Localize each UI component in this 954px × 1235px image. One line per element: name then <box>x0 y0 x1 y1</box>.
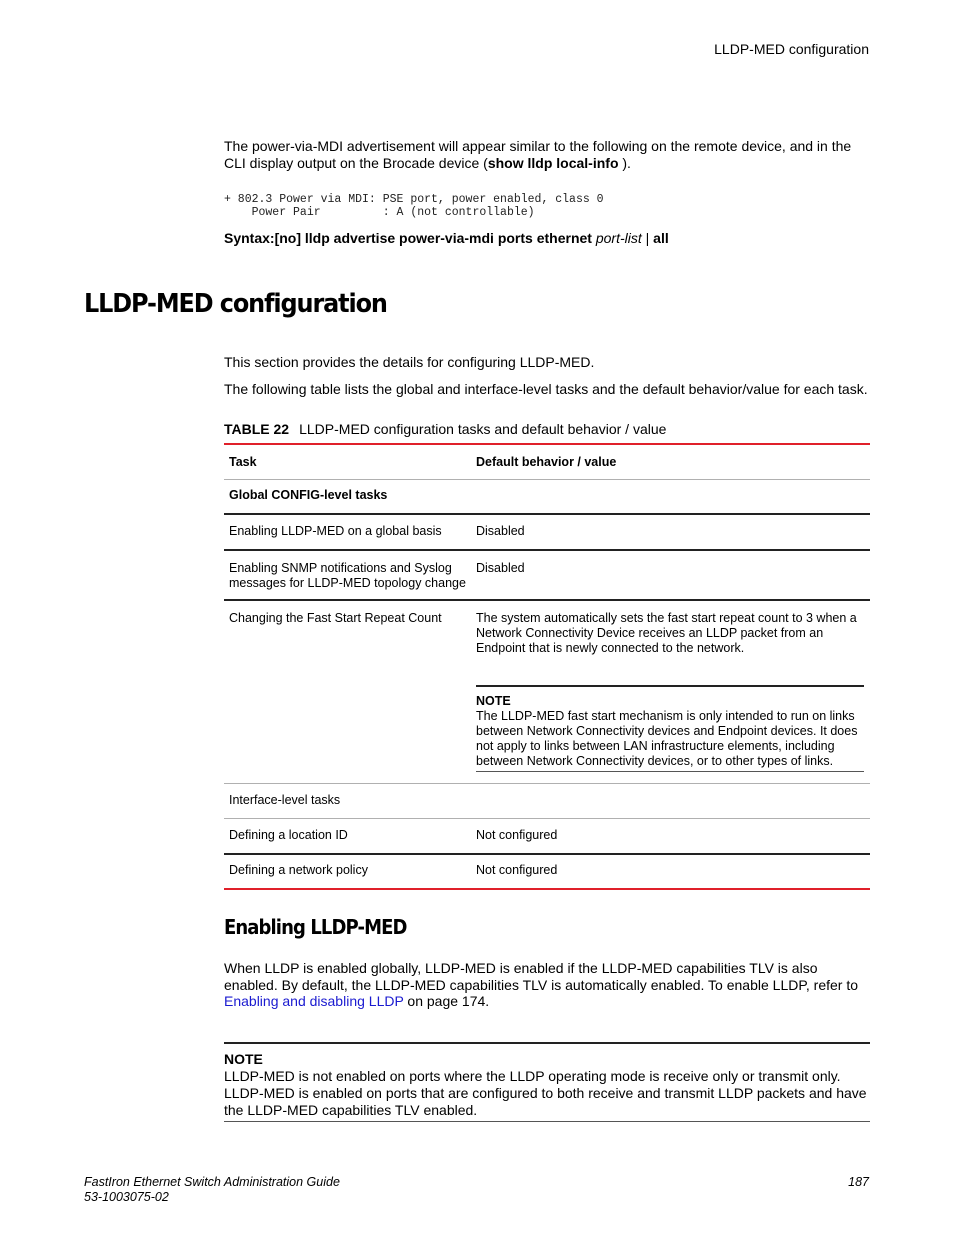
value-cell: Not configured <box>476 828 558 842</box>
enabling-paragraph <box>224 960 872 1010</box>
value-cell: Disabled <box>476 561 525 575</box>
table-caption-label: TABLE 22 <box>224 421 290 437</box>
value-cell: Disabled <box>476 524 525 538</box>
note-label: NOTE <box>476 694 511 708</box>
table-row <box>224 515 870 551</box>
enabling-text-end: on page 174. <box>403 993 490 1009</box>
syntax-separator: | <box>645 230 650 246</box>
task-cell: Enabling SNMP notifications and Syslog messages for LLDP-MED topology change <box>229 561 466 590</box>
task-cell: Changing the Fast Start Repeat Count <box>229 611 442 625</box>
group-label-global: Global CONFIG-level tasks <box>229 488 388 502</box>
syntax-line <box>224 230 669 246</box>
table-group-row <box>224 480 870 515</box>
footer-page-number: 187 <box>848 1175 869 1189</box>
syntax-option: all <box>653 230 669 246</box>
syntax-argument: port-list <box>595 230 642 246</box>
cross-reference-link[interactable]: Enabling and disabling LLDP <box>224 993 404 1009</box>
table-header-row <box>224 445 870 480</box>
table-row <box>224 819 870 855</box>
intro-command: show lldp local-info <box>487 155 619 171</box>
column-header-default: Default behavior / value <box>476 455 617 469</box>
value-cell: The system automatically sets the fast start repeat count to 3 when a Network Connectivity Device receives an LLDP packet from an Endpoint that is newly connected to the network. <box>476 611 857 655</box>
table-row <box>224 551 870 601</box>
intro-text: The power-via-MDI advertisement will appear similar to the following on the remote device, and in the CLI display output on the Brocade device ( <box>224 138 852 171</box>
footer-left <box>84 1175 340 1205</box>
table-caption-text: LLDP-MED configuration tasks and default behavior / value <box>299 421 667 437</box>
task-cell: Defining a network policy <box>229 863 368 877</box>
subsection-title: Enabling LLDP-MED <box>224 915 407 939</box>
table-note <box>476 685 864 772</box>
note-block <box>224 1042 870 1122</box>
code-sample <box>224 194 604 219</box>
note-label: NOTE <box>224 1051 263 1067</box>
task-cell: Enabling LLDP-MED on a global basis <box>229 524 442 538</box>
note-text: The LLDP-MED fast start mechanism is only intended to run on links between Network Connectivity devices and Endpoint devices. It does not apply to links between LAN infrastructure elements, including between Network Connectivity devices, or to other types of links. <box>476 709 858 768</box>
table-caption <box>224 421 666 437</box>
section-title: LLDP-MED configuration <box>84 289 387 319</box>
config-table <box>224 443 870 890</box>
intro-text-end: ). <box>618 155 631 171</box>
table-row <box>224 855 870 890</box>
group-label-interface: Interface-level tasks <box>229 793 341 807</box>
intro-paragraph <box>224 138 872 172</box>
table-group-row <box>224 784 870 819</box>
section-paragraph: The following table lists the global and interface-level tasks and the default behavior/value for each task. <box>224 381 868 397</box>
code-line: + 802.3 Power via MDI: PSE port, power enabled, class 0 <box>224 193 604 206</box>
value-cell: Not configured <box>476 863 558 877</box>
note-text: LLDP-MED is not enabled on ports where the LLDP operating mode is receive only or transmit only. LLDP-MED is enabled on ports that are configured to both receive and transmit LLDP packets and have the LLDP-MED capabilities TLV enabled. <box>224 1068 867 1118</box>
task-cell: Defining a location ID <box>229 828 348 842</box>
enabling-text: When LLDP is enabled globally, LLDP-MED is enabled if the LLDP-MED capabilities TLV is also enabled. By default, the LLDP-MED capabilities TLV is automatically enabled. To enable LLDP, refer to <box>224 960 859 993</box>
table-row <box>224 601 870 784</box>
code-line: Power Pair : A (not controllable) <box>224 205 535 219</box>
column-header-task: Task <box>229 455 257 469</box>
section-paragraph: This section provides the details for configuring LLDP-MED. <box>224 354 595 370</box>
footer-doc-number: 53-1003075-02 <box>84 1190 169 1204</box>
running-header: LLDP-MED configuration <box>714 41 869 57</box>
footer-guide-title: FastIron Ethernet Switch Administration Guide <box>84 1175 340 1189</box>
syntax-command: Syntax:[no] lldp advertise power-via-mdi ports ethernet <box>224 230 592 246</box>
